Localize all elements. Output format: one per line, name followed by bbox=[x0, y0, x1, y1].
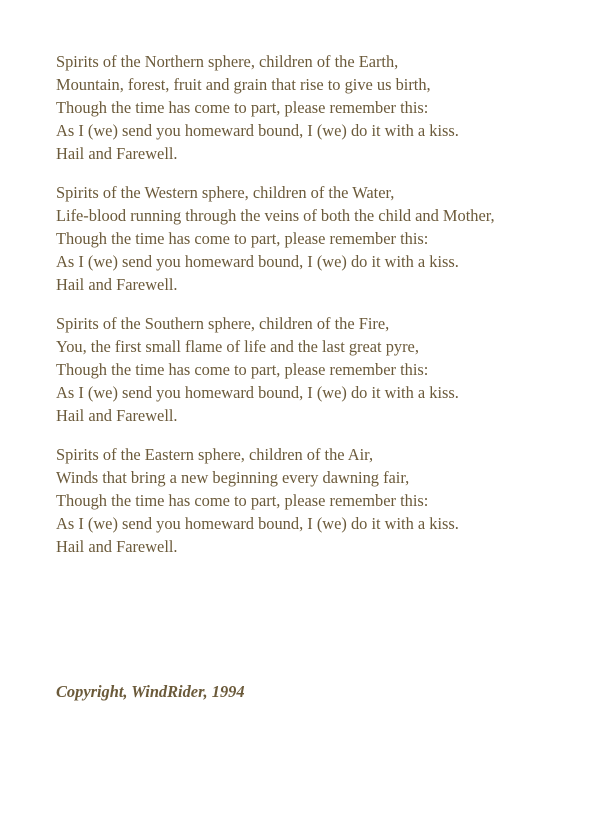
poem-line: Spirits of the Western sphere, children of the Water, bbox=[56, 183, 395, 202]
poem-line: Hail and Farewell. bbox=[56, 537, 178, 556]
stanza-north bbox=[56, 50, 596, 165]
poem-line: Mountain, forest, fruit and grain that rise to give us birth, bbox=[56, 75, 431, 94]
poem-line: As I (we) send you homeward bound, I (we) do it with a kiss. bbox=[56, 121, 459, 140]
poem bbox=[56, 50, 596, 574]
poem-line: Though the time has come to part, please remember this: bbox=[56, 229, 429, 248]
poem-line: Hail and Farewell. bbox=[56, 144, 178, 163]
stanza-west bbox=[56, 181, 596, 296]
stanza-south bbox=[56, 312, 596, 427]
poem-line: Hail and Farewell. bbox=[56, 275, 178, 294]
poem-line: Though the time has come to part, please remember this: bbox=[56, 360, 429, 379]
poem-line: Spirits of the Northern sphere, children of the Earth, bbox=[56, 52, 399, 71]
poem-line: Spirits of the Eastern sphere, children of the Air, bbox=[56, 445, 374, 464]
poem-line: As I (we) send you homeward bound, I (we) do it with a kiss. bbox=[56, 514, 459, 533]
stanza-east bbox=[56, 443, 596, 558]
poem-line: As I (we) send you homeward bound, I (we) do it with a kiss. bbox=[56, 383, 459, 402]
poem-line: Life-blood running through the veins of both the child and Mother, bbox=[56, 206, 495, 225]
poem-line: Hail and Farewell. bbox=[56, 406, 178, 425]
poem-line: You, the first small flame of life and the last great pyre, bbox=[56, 337, 419, 356]
poem-line: Winds that bring a new beginning every dawning fair, bbox=[56, 468, 410, 487]
poem-line: As I (we) send you homeward bound, I (we) do it with a kiss. bbox=[56, 252, 459, 271]
copyright-notice: Copyright, WindRider, 1994 bbox=[56, 682, 245, 701]
poem-line: Though the time has come to part, please remember this: bbox=[56, 491, 429, 510]
poem-line: Though the time has come to part, please remember this: bbox=[56, 98, 429, 117]
poem-line: Spirits of the Southern sphere, children of the Fire, bbox=[56, 314, 390, 333]
